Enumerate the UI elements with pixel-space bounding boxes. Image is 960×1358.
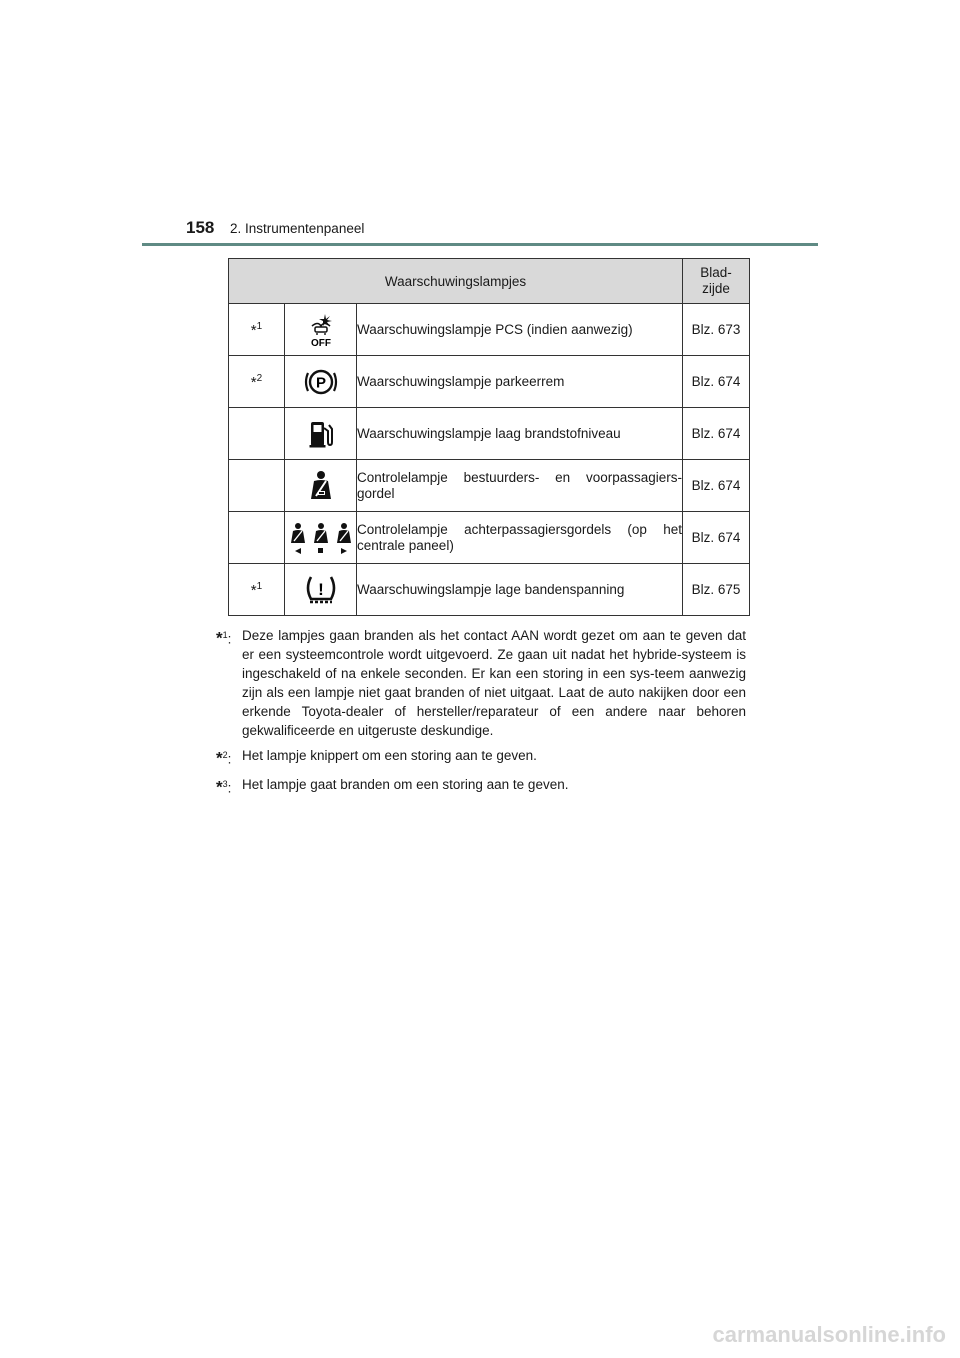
note-marker: *$^2$ (229, 356, 285, 408)
table-row (229, 304, 750, 356)
note-marker: *$^1$ (229, 304, 285, 356)
seatbelt-icon (285, 460, 357, 512)
table-row (229, 408, 750, 460)
row-description: Controlelampje achterpassagiersgordels (op het centrale paneel) (357, 512, 683, 564)
footnote-1 (216, 626, 746, 740)
svg-text:OFF: OFF (310, 337, 331, 348)
row-description: Waarschuwingslampje laag brandstofniveau (357, 408, 683, 460)
row-page-ref: Blz. 674 (683, 512, 750, 564)
svg-text:!: ! (317, 579, 324, 599)
table-row (229, 356, 750, 408)
watermark: carmanualsonline.info (712, 1322, 946, 1347)
tire-pressure-icon (285, 564, 357, 616)
footnote-text: Het lampje gaat branden om een storing aan te geven. (242, 776, 569, 792)
row-page-ref: Blz. 674 (683, 460, 750, 512)
table-header-row (229, 259, 750, 304)
footnotes (216, 626, 746, 803)
note-marker (229, 408, 285, 460)
section-title: 2. Instrumentenpaneel (230, 221, 365, 236)
note-marker: *$^1$ (229, 564, 285, 616)
row-page-ref: Blz. 673 (683, 304, 750, 356)
column-header-page: Blad- zijde (683, 259, 750, 304)
footnote-2 (216, 746, 746, 769)
note-marker (229, 460, 285, 512)
warning-lamps-table (228, 258, 750, 616)
footnote-text: Het lampje knippert om een storing aan te geven. (242, 748, 537, 763)
footnote-text: Deze lampjes gaan branden als het contact AAN wordt gezet om aan te geven dat er een systeemcontrole wordt uitgevoerd. Ze gaan uit nadat het hybride-systeem is ingeschakeld of na enkele seconden. Er kan een storing in een sys-teem aanwezig zijn als een lampje niet gaat branden of niet uitgaat. Laat de auto nakijken door een erkende Toyota-dealer of hersteller/reparateur of een andere naar behoren gekwalificeerde en uitgeruste deskundige. (242, 628, 746, 738)
svg-text:P: P (315, 374, 326, 391)
row-description: Waarschuwingslampje PCS (indien aanwezig) (357, 304, 683, 356)
footnote-3 (216, 775, 746, 798)
column-header-lamps: Waarschuwingslampjes (229, 259, 683, 304)
header-divider (142, 243, 818, 246)
pcs-off-icon (285, 304, 357, 356)
row-page-ref: Blz. 674 (683, 408, 750, 460)
footnote-marker: *$^2$: (216, 748, 232, 768)
row-description: Waarschuwingslampje parkeerrem (357, 356, 683, 408)
row-page-ref: Blz. 675 (683, 564, 750, 616)
row-description: Controlelampje bestuurders- en voorpassagiers-gordel (357, 460, 683, 512)
table-row (229, 460, 750, 512)
footnote-marker: *$^3$: (216, 777, 232, 796)
rear-seatbelts-icon (285, 512, 357, 564)
note-marker (229, 512, 285, 564)
footnote-marker: *$^1$: (216, 628, 232, 648)
row-page-ref: Blz. 674 (683, 356, 750, 408)
fuel-icon (285, 408, 357, 460)
table-row (229, 564, 750, 616)
row-description: Waarschuwingslampje lage bandenspanning (357, 564, 683, 616)
table-row (229, 512, 750, 564)
parking-brake-icon (285, 356, 357, 408)
page-number: 158 (186, 218, 215, 237)
